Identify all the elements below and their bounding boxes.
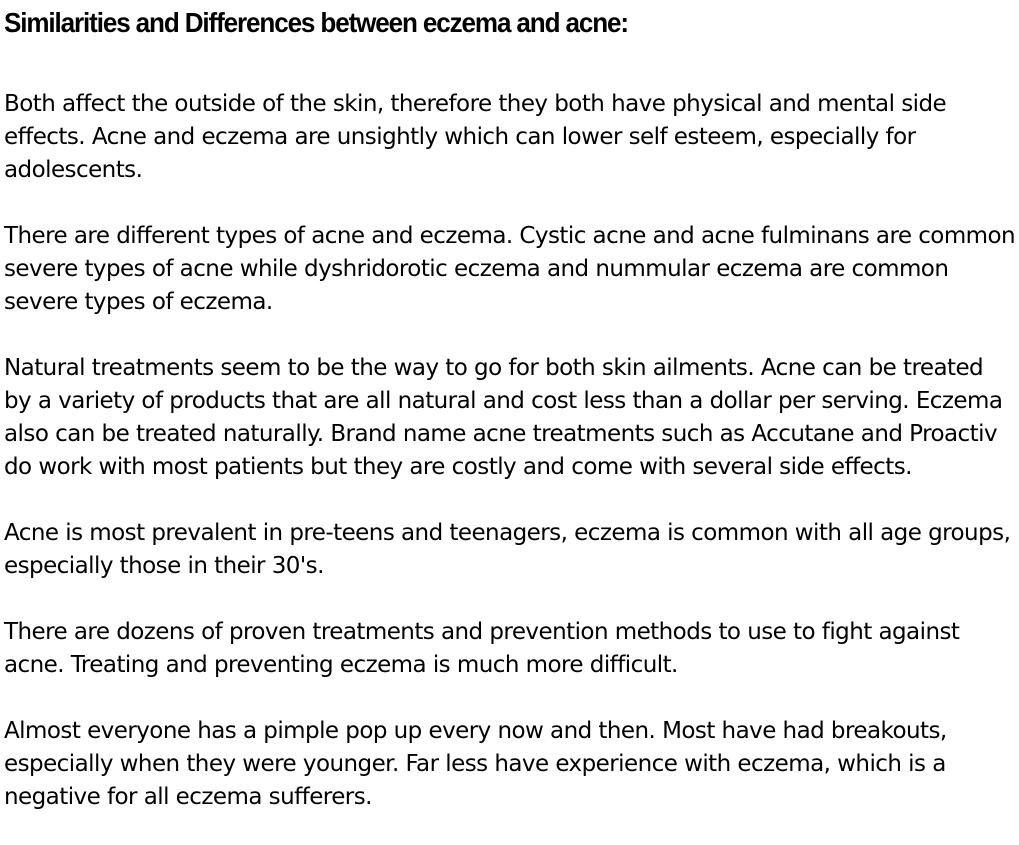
paragraph-skin-effects: Both affect the outside of the skin, therefore they both have physical and mental side effects. Acne and eczema are unsightly which can lower self esteem, especially for adolescents. [4,91,947,183]
paragraph-prevalence: Acne is most prevalent in pre-teens and teenagers, eczema is common with all age groups, especially those in their 30's. [4,520,1011,579]
paragraph-types: There are different types of acne and eczema. Cystic acne and acne fulminans are common severe types of acne while dyshridorotic eczema and nummular eczema are common severe types of eczema. [4,223,1016,315]
paragraph-treatments: Natural treatments seem to be the way to go for both skin ailments. Acne can be treated by a variety of products that are all natural and cost less than a dollar per serving. Eczema also can be treated naturally. Brand name acne treatments such as Accutane and Proactiv do work with most patients but they are costly and come with several side effects. [4,355,1003,480]
page-title: Similarities and Differences between eczema and acne: [4,7,628,38]
document-page [4,0,1016,814]
paragraph-prevention: There are dozens of proven treatments and prevention methods to use to fight against acne. Treating and preventing eczema is much more difficult. [4,619,960,678]
paragraph-frequency: Almost everyone has a pimple pop up every now and then. Most have had breakouts, especially when they were younger. Far less have experience with eczema, which is a negative for all eczema sufferers. [4,718,947,810]
